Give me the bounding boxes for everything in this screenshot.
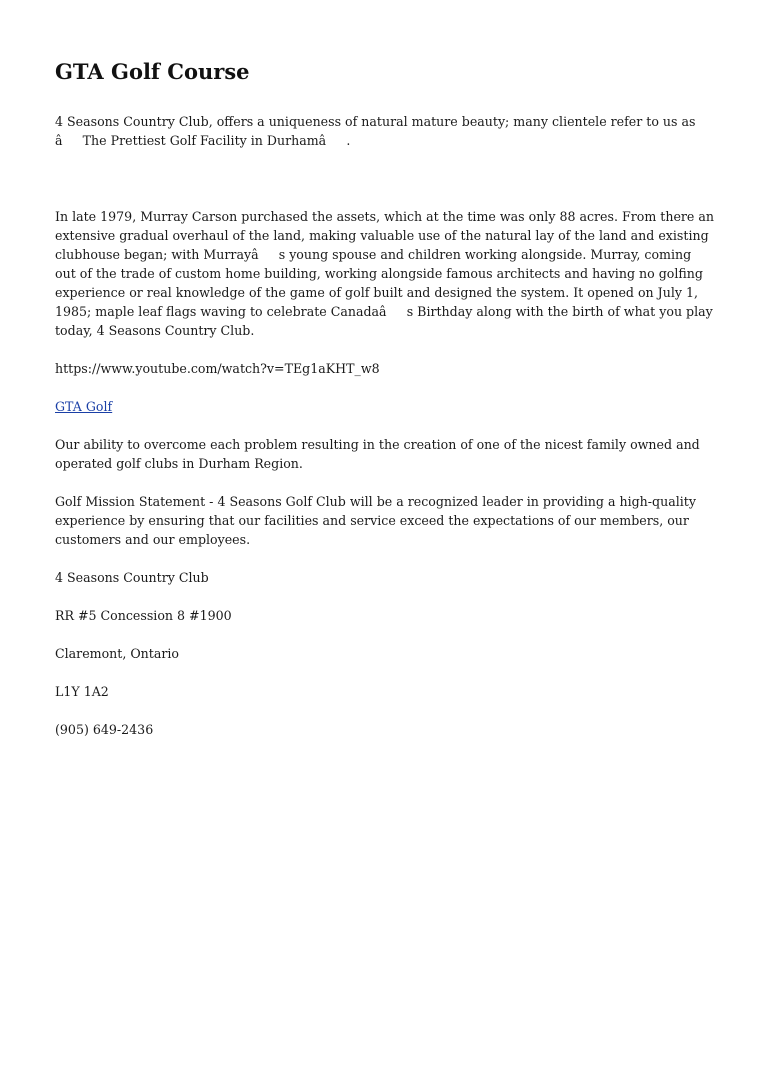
address-city: Claremont, Ontario <box>55 646 179 661</box>
paragraph-spacer <box>55 169 715 207</box>
document-page <box>55 58 715 758</box>
link-paragraph <box>55 397 715 416</box>
history-paragraph: In late 1979, Murray Carson purchased the assets, which at the time was only 88 acres. From there an extensive gradual overhaul of the land, making valuable use of the natural lay of the land and existing clubhouse began; with Murrayâs young spouse and children working alongside. Murray, coming out of the trade of custom home building, working alongside famous architects and having no golfing experience or real knowledge of the game of golf built and designed the system. It opened on July 1, 1985; maple leaf flags waving to celebrate Canadaâs Birthday along with the birth of what you play today, 4 Seasons Country Club. <box>55 209 714 338</box>
address-name: 4 Seasons Country Club <box>55 570 209 585</box>
ability-paragraph: Our ability to overcome each problem resulting in the creation of one of the nicest family owned and operated golf clubs in Durham Region. <box>55 437 700 471</box>
address-street: RR #5 Concession 8 #1900 <box>55 608 232 623</box>
gta-golf-link[interactable]: GTA Golf <box>55 399 113 414</box>
address-postal-code: L1Y 1A2 <box>55 684 109 699</box>
mission-paragraph: Golf Mission Statement - 4 Seasons Golf Club will be a recognized leader in providing a high-quality experience by ensuring that our facilities and service exceed the expectations of our members, our customers and our employees. <box>55 494 696 547</box>
video-url-text: https://www.youtube.com/watch?v=TEg1aKHT_w8 <box>55 361 380 376</box>
address-phone: (905) 649-2436 <box>55 722 154 737</box>
intro-paragraph: 4 Seasons Country Club, offers a uniqueness of natural mature beauty; many clientele refer to us as âThe Prettiest Golf Facility in Durhamâ. <box>55 114 696 148</box>
page-title: GTA Golf Course <box>55 59 250 84</box>
